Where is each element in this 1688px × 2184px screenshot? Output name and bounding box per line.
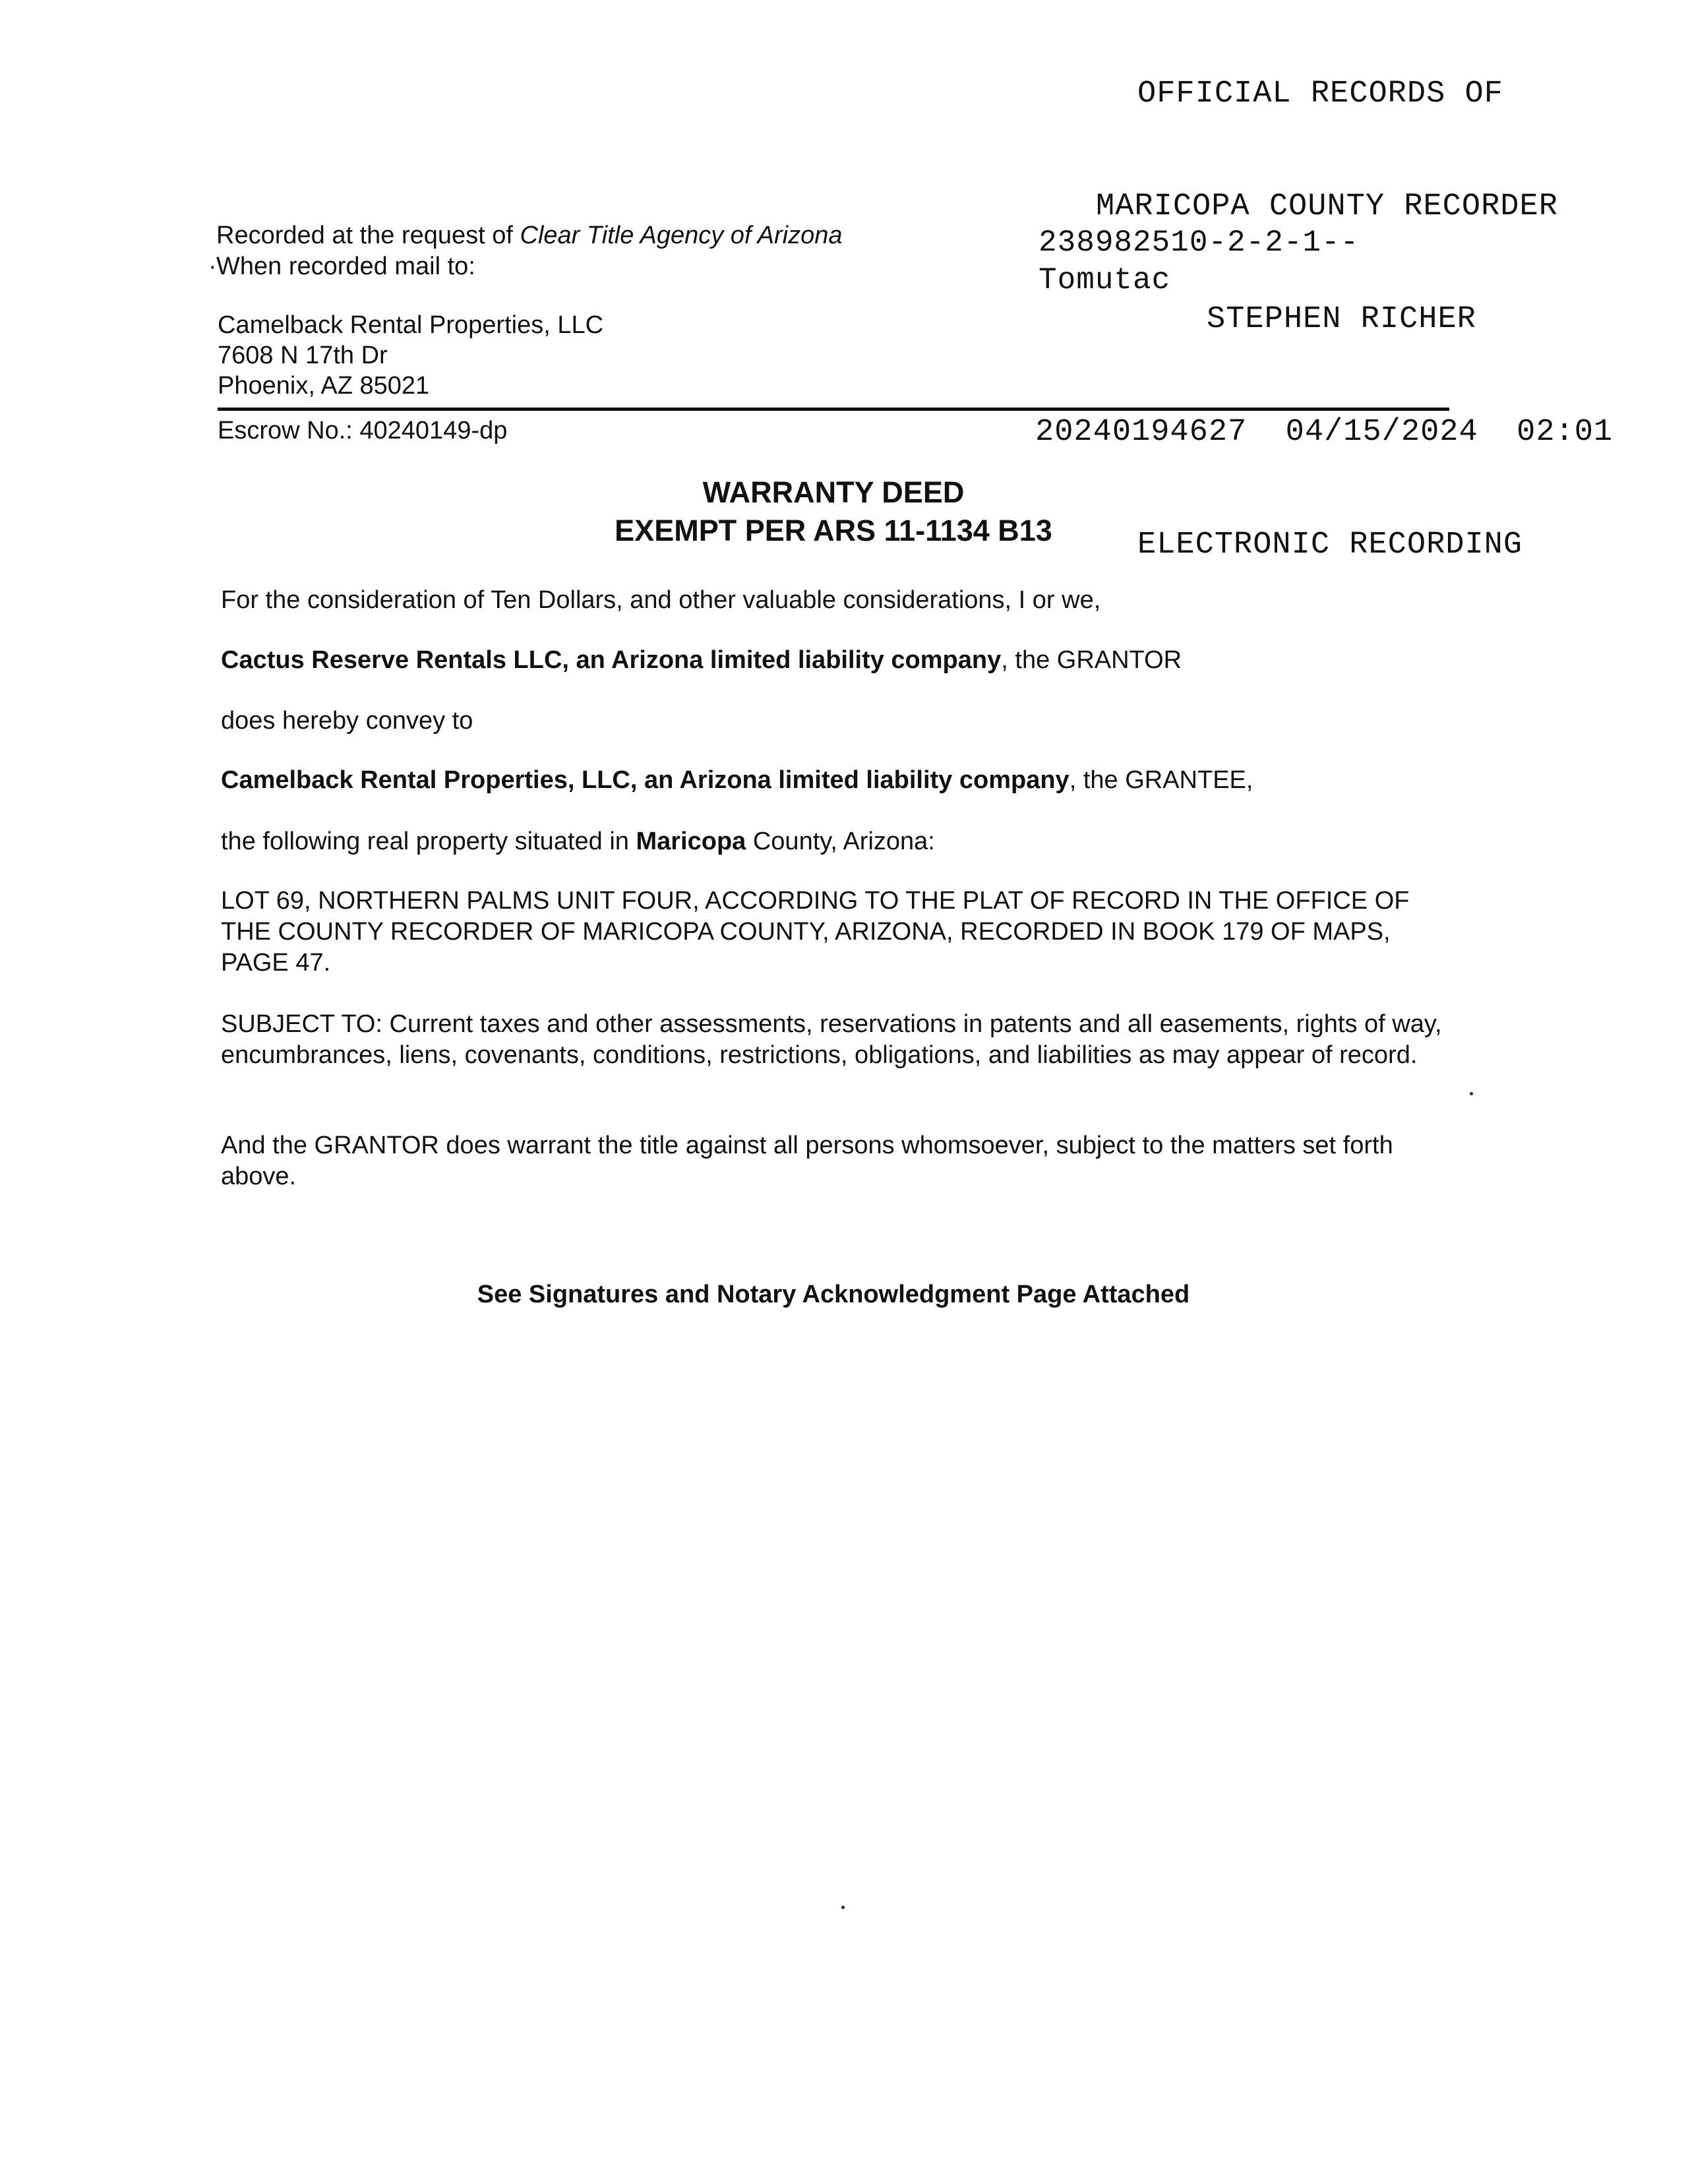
header-divider bbox=[218, 408, 1449, 411]
escrow-number: Escrow No.: 40240149-dp bbox=[218, 417, 508, 444]
legal-description: LOT 69, NORTHERN PALMS UNIT FOUR, ACCORDING TO THE PLAT OF RECORD IN THE OFFICE OF THE COUNTY RECORDER OF MARICOPA COUNTY, ARIZONA, RECORDED IN BOOK 179 OF MAPS, PAGE 47. bbox=[221, 887, 1410, 977]
mail-to-label: When recorded mail to: bbox=[216, 253, 475, 280]
property-location-paragraph bbox=[221, 826, 1449, 857]
property-suffix: County, Arizona: bbox=[746, 828, 935, 855]
recorded-at-request-line bbox=[216, 220, 942, 251]
title-warranty-deed: WARRANTY DEED bbox=[702, 475, 965, 509]
stamp-line-county-recorder: MARICOPA COUNTY RECORDER bbox=[1096, 189, 1558, 224]
grantor-label: , the GRANTOR bbox=[1001, 646, 1182, 674]
mail-to-city-state-zip: Phoenix, AZ 85021 bbox=[218, 372, 430, 400]
grantee-paragraph bbox=[221, 765, 1449, 796]
stray-mark bbox=[1470, 1092, 1473, 1095]
property-county: Maricopa bbox=[636, 828, 746, 855]
document-title bbox=[369, 473, 1298, 550]
reference-block bbox=[1039, 224, 1359, 299]
grantor-name: Cactus Reserve Rentals LLC, an Arizona limited liability company bbox=[221, 646, 1002, 674]
stamp-line-document-number-date-time: 20240194627 04/15/2024 02:01 bbox=[1035, 415, 1613, 450]
requesting-agency: Clear Title Agency of Arizona bbox=[520, 222, 843, 249]
mail-to-street: 7608 N 17th Dr bbox=[218, 342, 388, 369]
convey-paragraph: does hereby convey to bbox=[221, 707, 473, 735]
grantee-label: , the GRANTEE, bbox=[1069, 766, 1253, 794]
reference-name: Tomutac bbox=[1039, 263, 1171, 297]
request-prefix: Recorded at the request of bbox=[216, 222, 520, 249]
signatures-note: See Signatures and Notary Acknowledgment Page Attached bbox=[477, 1281, 1190, 1308]
subject-to-paragraph: SUBJECT TO: Current taxes and other assessments, reservations in patents and all easements, rights of way, encumbrances, liens, covenants, conditions, restrictions, obligations, and liabilities as may appear of record. bbox=[221, 1010, 1442, 1069]
property-prefix: the following real property situated in bbox=[221, 828, 636, 855]
stray-mark bbox=[841, 1906, 845, 1909]
stamp-line-recorder-name: STEPHEN RICHER bbox=[1207, 302, 1476, 337]
mail-to-name: Camelback Rental Properties, LLC bbox=[218, 311, 604, 339]
grantor-paragraph bbox=[221, 645, 1449, 676]
stamp-line-official-records: OFFICIAL RECORDS OF bbox=[1137, 76, 1503, 111]
mail-to-address bbox=[218, 310, 603, 401]
recording-request-block bbox=[208, 220, 942, 282]
reference-number: 238982510-2-2-1-- bbox=[1039, 226, 1360, 260]
grantee-name: Camelback Rental Properties, LLC, an Arizona limited liability company bbox=[221, 766, 1070, 794]
consideration-paragraph: For the consideration of Ten Dollars, and other valuable considerations, I or we, bbox=[221, 586, 1101, 614]
stamp-line-electronic-recording: ELECTRONIC RECORDING bbox=[1137, 528, 1523, 562]
mail-to-label-line: ·When recorded mail to: bbox=[208, 253, 475, 280]
warranty-paragraph: And the GRANTOR does warrant the title against all persons whomsoever, subject to the matters set forth above. bbox=[221, 1132, 1393, 1190]
title-exemption: EXEMPT PER ARS 11-1134 B13 bbox=[615, 514, 1052, 547]
